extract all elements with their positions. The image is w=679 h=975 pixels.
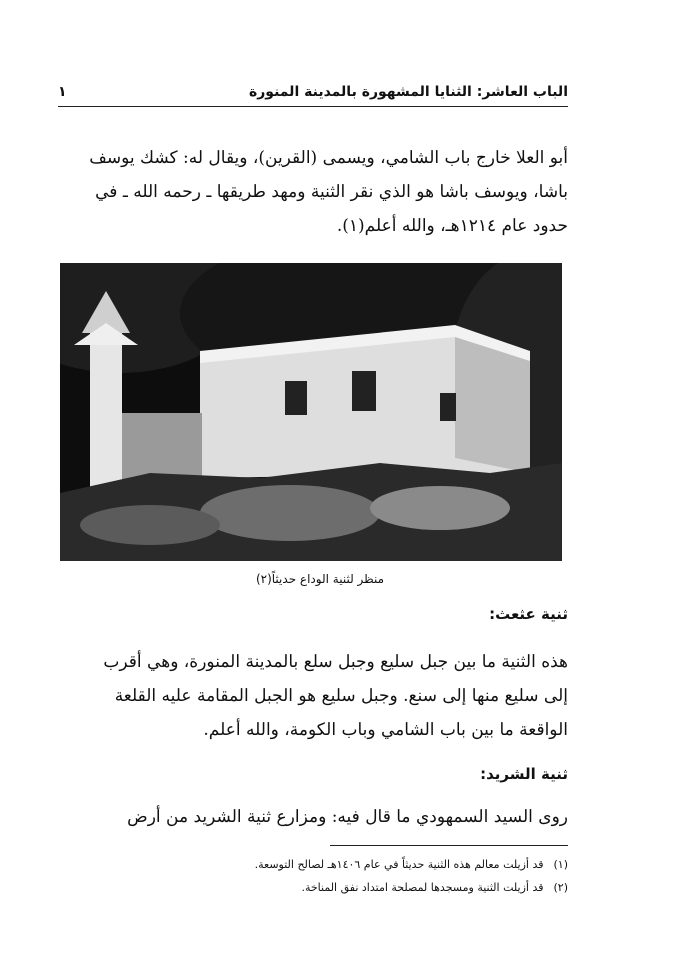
paragraph-line: حدود عام ١٢١٤هـ، والله أعلم(١). xyxy=(336,216,568,236)
paragraph-line: روى السيد السمهودي ما قال فيه: ومزارع ثنية الشريد من أرض xyxy=(127,807,568,827)
running-header xyxy=(58,84,568,106)
paragraph-line: أبو العلا خارج باب الشامي، ويسمى (القرين)، ويقال له: كشك يوسف xyxy=(89,148,568,168)
section-heading: ثنية عثعث: xyxy=(489,605,568,623)
section-paragraph xyxy=(58,645,568,747)
paragraph-line: الواقعة ما بين باب الشامي وباب الكومة، والله أعلم. xyxy=(203,720,568,740)
section-heading: ثنية الشريد: xyxy=(480,765,568,783)
paragraph-line: إلى سليع منها إلى سنع. وجبل سليع هو الجبل المقامة عليه القلعة xyxy=(114,686,568,706)
paragraph-line: هذه الثنية ما بين جبل سليع وجبل سلع بالمدينة المنورة، وهي أقرب xyxy=(103,652,568,672)
footnote-text: قد أزيلت الثنية ومسجدها لمصلحة امتداد نفق المناخة. xyxy=(301,881,544,894)
page-number: ١ xyxy=(58,84,67,100)
photo-caption: منظر لثنية الوداع حديثاً(٢) xyxy=(255,572,385,586)
footnote-number: (٢) xyxy=(553,881,568,894)
header-rule xyxy=(58,106,568,107)
footnote-text: قد أزيلت معالم هذه الثنية حديثاً في عام ١٤٠٦هـ لصالح التوسعة. xyxy=(254,858,544,871)
footnote-rule xyxy=(330,845,568,846)
paragraph-line: باشا، ويوسف باشا هو الذي نقر الثنية ومهد طريقها ـ رحمه الله ـ في xyxy=(95,182,568,202)
footnote xyxy=(255,858,568,871)
footnote-number: (١) xyxy=(553,858,568,871)
footnote xyxy=(301,881,568,894)
section-paragraph xyxy=(58,800,568,834)
photo-illustration xyxy=(60,263,562,561)
chapter-title: الباب العاشر: الثنايا المشهورة بالمدينة المنورة xyxy=(248,84,568,100)
thaniyat-al-wada-photo xyxy=(60,263,562,561)
intro-paragraph xyxy=(58,141,568,243)
